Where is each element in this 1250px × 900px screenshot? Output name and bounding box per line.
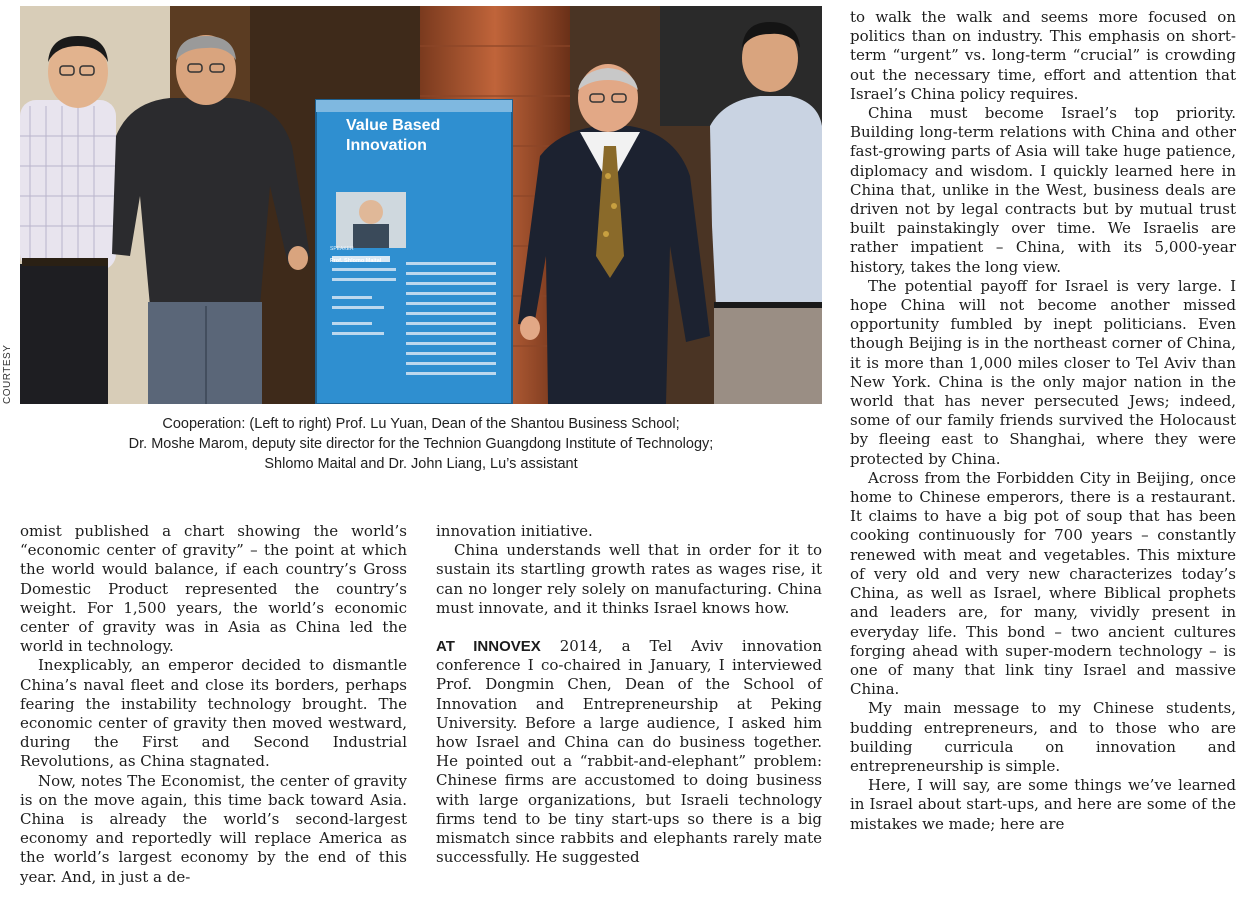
poster-speaker-label: SPEAKER [330, 246, 354, 252]
paragraph: Now, notes The Economist, the center of gravity is on the move again, this time back toward Asia. China is already the world’s second-largest economy and reportedly will replace America as the world’s largest economy by the end of this year. And, in just a de- [20, 771, 407, 886]
paragraph: omist published a chart showing the world’s “economic center of gravity” – the point at which the world would balance, if each country’s Gross Domestic Product represented the country’s weight. For 1,500 years, the world’s economic center of gravity was in Asia as China led the world in technology. [20, 522, 407, 656]
poster-speaker-name: Prof. Shlomo Maital [330, 258, 382, 264]
paragraph: to walk the walk and seems more focused on politics than on industry. This emphasis on short-term “urgent” vs. long-term “crucial” is crowding out the necessary time, effort and attention that Israel’s China policy requires. [850, 8, 1236, 103]
section-runin-heading: AT INNOVEX [436, 638, 541, 656]
paragraph: China understands well that in order for it to sustain its startling growth rates as wages rise, it can no longer rely solely on manufacturing. China must innovate, and it thinks Israel knows how. [436, 541, 822, 617]
caption-line: Shlomo Maital and Dr. John Liang, Lu’s assistant [264, 456, 578, 472]
article-column-3 [850, 8, 1236, 834]
poster-title: Value Based Innovation [346, 117, 441, 154]
paragraph: Inexplicably, an emperor decided to dismantle China’s naval fleet and close its borders, perhaps fearing the instability technology brought. The economic center of gravity then moved westward, during the First and Second Industrial Revolutions, as China stagnated. [20, 656, 407, 771]
paragraph: Across from the Forbidden City in Beijing, once home to Chinese emperors, there is a restaurant. It claims to have a big pot of soup that has been cooking continuously for 700 years – constantly renewed with meat and vegetables. This mixture of very old and very new characterizes today’s China, as well as Israel, where Biblical prophets and leaders are, for many, vividly present in everyday life. This bond – two ancient cultures forging ahead with super-modern technology – is one of many that link tiny Israel and massive China. [850, 468, 1236, 699]
group-photo-illustration [20, 6, 822, 404]
paragraph: innovation initiative. [436, 522, 593, 540]
paragraph: The potential payoff for Israel is very large. I hope China will not become another missed opportunity fumbled by inept politicians. Even though Beijing is in the northeast corner of China, it is more than 1,000 miles closer to Tel Aviv than New York. China is the only major nation in the world that has never persecuted Jews; indeed, some of our family friends survived the Holocaust by fleeing east to Shanghai, where they were protected by China. [850, 276, 1236, 468]
paragraph-with-runin [436, 637, 822, 867]
paragraph: Here, I will say, are some things we’ve learned in Israel about start-ups, and here are some of the mistakes we made; here are [850, 776, 1236, 833]
paragraph: My main message to my Chinese students, budding entrepreneurs, and to those who are building curricula on innovation and entrepreneurship is simple. [850, 699, 1236, 775]
caption-line: Cooperation: (Left to right) Prof. Lu Yuan, Dean of the Shantou Business School; [162, 416, 680, 432]
paragraph: China must become Israel’s top priority. Building long-term relations with China and other fast-growing parts of Asia will take huge patience, diplomacy and wisdom. I quickly learned here in China that, unlike in the West, business deals are driven not by legal contracts but by mutual trust built painstakingly over time. We Israelis are rather impatient – China, with its 5,000-year history, takes the long view. [850, 104, 1236, 276]
article-column-2 [436, 522, 822, 867]
caption-line: Dr. Moshe Marom, deputy site director for the Technion Guangdong Institute of Technology; [128, 436, 714, 452]
article-photo [20, 6, 822, 404]
article-column-1 [20, 522, 407, 887]
photo-credit: COURTESY [2, 344, 13, 404]
paragraph-text: 2014, a Tel Aviv innovation conference I co-chaired in January, I interviewed Prof. Dongmin Chen, Dean of the School of Innovation and Entrepreneurship at Peking University. Before a large audience, I asked him how Israel and China can do business together. He pointed out a “rabbit-and-elephant” problem: Chinese firms are accustomed to doing business with large organizations, but Israeli technology firms tend to be tiny start-ups so there is a big mismatch since rabbits and elephants rarely mate successfully. He suggested [436, 637, 822, 867]
photo-caption [20, 414, 822, 474]
poster [316, 100, 512, 404]
